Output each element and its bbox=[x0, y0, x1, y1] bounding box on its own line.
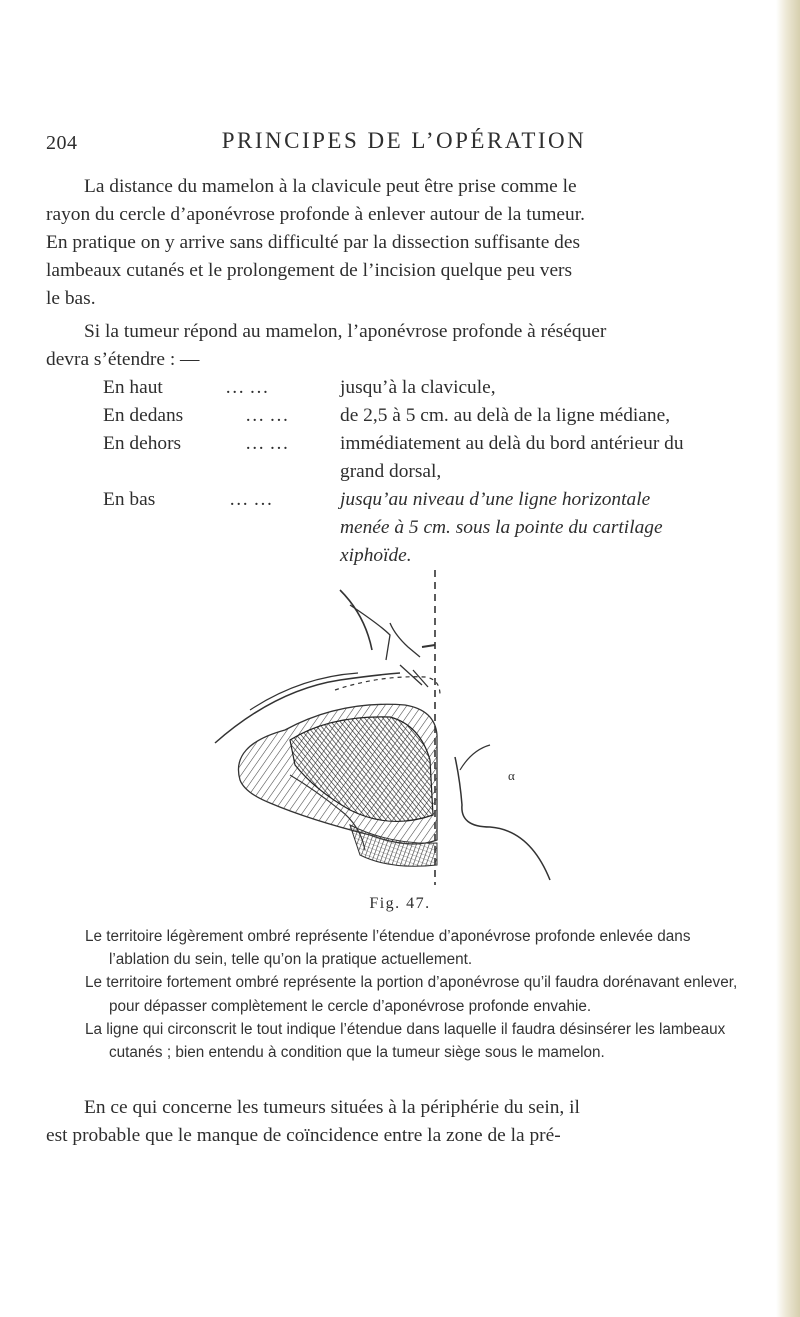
paragraph-line: devra s’étendre : — bbox=[46, 349, 200, 370]
anatomical-figure bbox=[190, 565, 620, 885]
extent-desc: de 2,5 à 5 cm. au delà de la ligne médiane, bbox=[340, 405, 671, 426]
paragraph-line: Si la tumeur répond au mamelon, l’aponévrose profonde à réséquer bbox=[84, 321, 607, 342]
paragraph-line: le bas. bbox=[46, 288, 96, 309]
extent-dots: … … bbox=[245, 433, 289, 454]
extent-desc: menée à 5 cm. sous la pointe du cartilage bbox=[340, 517, 663, 538]
figure-mark: α bbox=[508, 768, 515, 783]
extent-desc: immédiatement au delà du bord antérieur du bbox=[340, 433, 684, 454]
extent-desc: grand dorsal, bbox=[340, 461, 442, 482]
extent-dots: … … bbox=[225, 377, 269, 398]
paragraph-line: La distance du mamelon à la clavicule peut être prise comme le bbox=[84, 176, 577, 197]
extent-desc: xiphoïde. bbox=[340, 545, 412, 566]
legend-item: La ligne qui circonscrit le tout indique l’étendue dans laquelle il faudra désinsérer les lambeaux cutanés ; bien entendu à condition que la tumeur siège sous le mamelon. bbox=[85, 1020, 726, 1062]
legend-item: Le territoire fortement ombré représente la portion d’aponévrose qu’il faudra dorénavant enlever, pour dépasser complètement le cercle d’aponévrose profonde envahie. bbox=[85, 974, 738, 1015]
extent-term: En dehors bbox=[103, 433, 182, 454]
fascia-diagram bbox=[190, 565, 620, 885]
extent-term: En dedans bbox=[103, 405, 184, 426]
paragraph-line: rayon du cercle d’aponévrose profonde à enlever autour de la tumeur. bbox=[46, 204, 585, 225]
running-title: PRINCIPES DE L’OPÉRATION bbox=[221, 128, 587, 153]
extent-term: En haut bbox=[103, 377, 163, 398]
figure-legend bbox=[85, 925, 755, 1064]
page-number: 204 bbox=[46, 132, 78, 154]
page-edge-shadow bbox=[776, 0, 800, 1317]
paragraph-line: est probable que le manque de coïncidence entre la zone de la pré- bbox=[46, 1125, 561, 1146]
extent-desc: jusqu’à la clavicule, bbox=[340, 377, 496, 398]
extent-dots: … … bbox=[229, 489, 273, 510]
figure-caption: Fig. 47. bbox=[369, 895, 431, 912]
paragraph-line: En pratique on y arrive sans difficulté par la dissection suffisante des bbox=[46, 232, 580, 253]
paragraph-line: lambeaux cutanés et le prolongement de l’incision quelque peu vers bbox=[46, 260, 573, 281]
extent-desc: jusqu’au niveau d’une ligne horizontale bbox=[340, 489, 651, 510]
extent-dots: … … bbox=[245, 405, 289, 426]
paragraph-line: En ce qui concerne les tumeurs situées à la périphérie du sein, il bbox=[84, 1097, 580, 1118]
extent-term: En bas bbox=[103, 489, 156, 510]
page-header bbox=[46, 128, 762, 164]
legend-item: Le territoire légèrement ombré représente l’étendue d’aponévrose profonde enlevée dans l’ablation du sein, telle qu’on la pratique actuellement. bbox=[85, 928, 691, 969]
